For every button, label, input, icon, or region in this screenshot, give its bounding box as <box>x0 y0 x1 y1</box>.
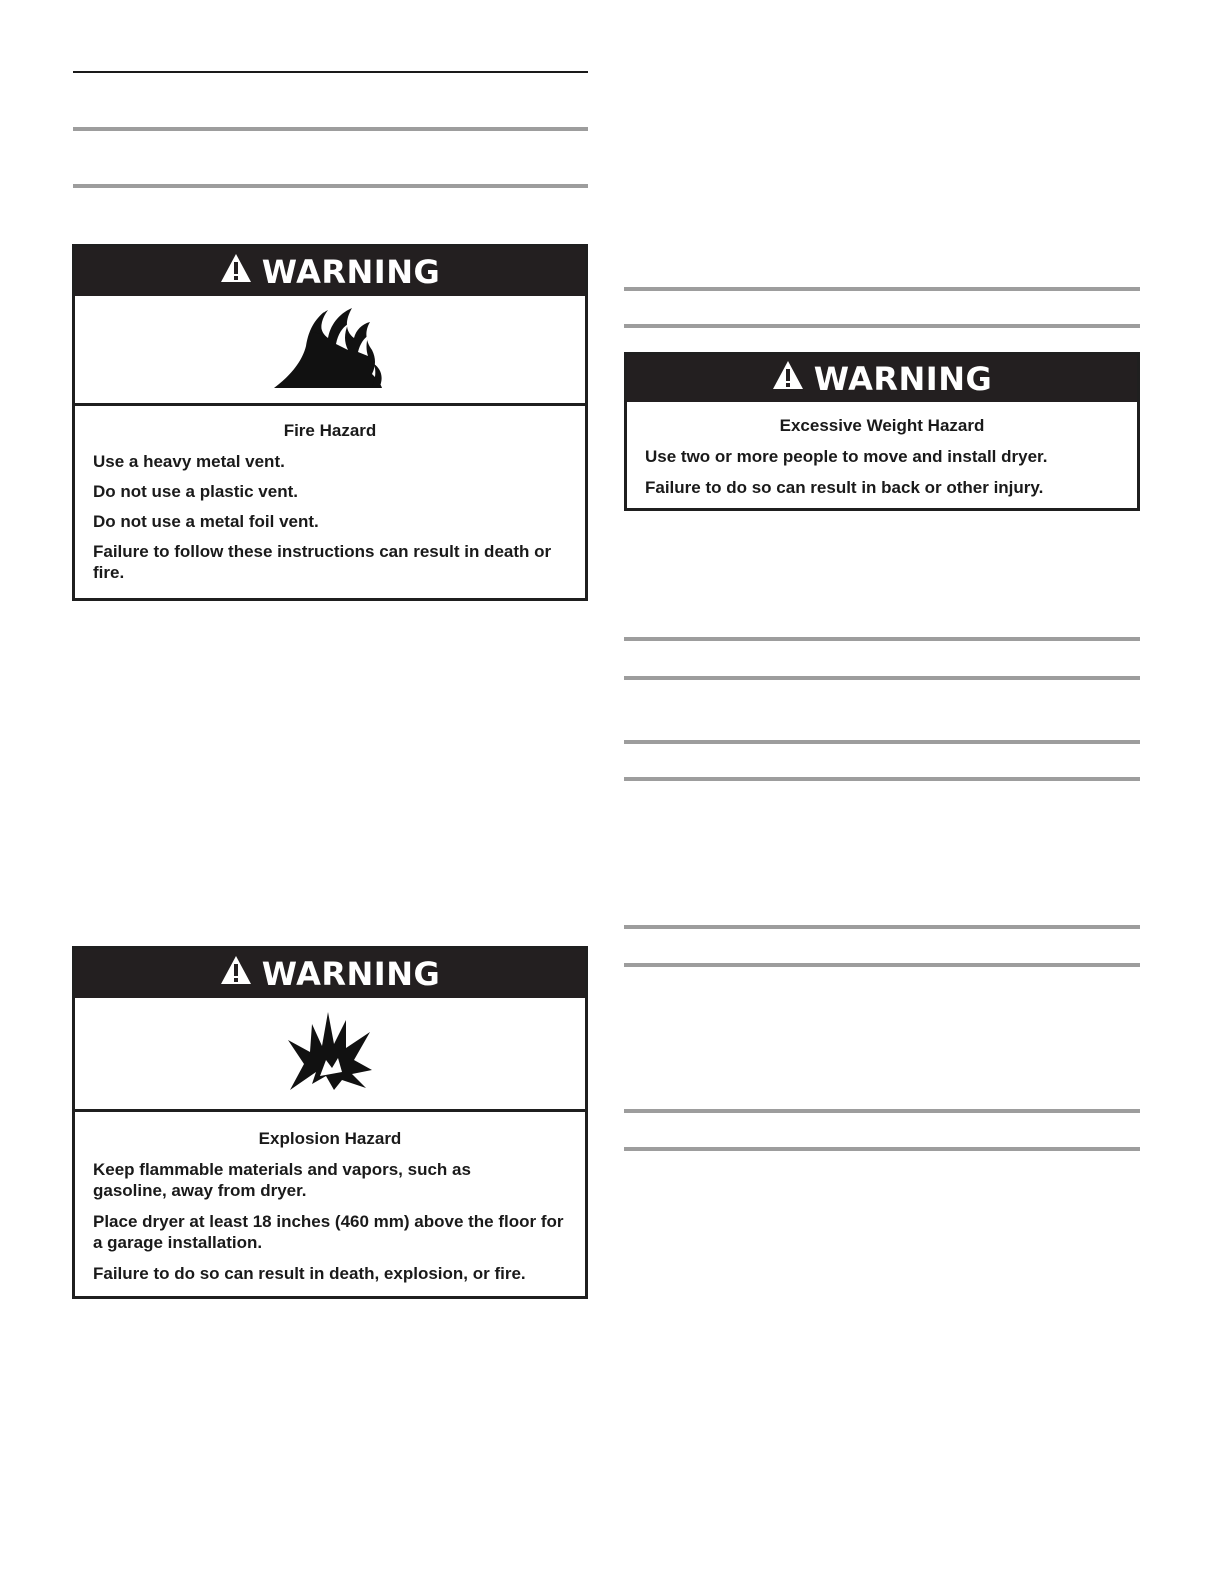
section-divider <box>624 1147 1140 1151</box>
section-divider <box>73 127 588 131</box>
warning-header <box>75 949 585 998</box>
fire-icon <box>272 304 388 395</box>
section-divider <box>624 740 1140 744</box>
section-divider <box>624 925 1140 929</box>
section-divider <box>624 963 1140 967</box>
section-divider <box>624 676 1140 680</box>
warning-header <box>627 355 1137 402</box>
warning-line: Failure to do so can result in death, explosion, or fire. <box>93 1264 526 1283</box>
section-divider <box>624 637 1140 641</box>
fire-symbol-panel <box>75 296 585 406</box>
section-divider <box>73 71 588 73</box>
explosion-hazard-warning <box>72 946 588 1299</box>
section-divider <box>624 777 1140 781</box>
fire-hazard-warning <box>72 244 588 601</box>
section-divider <box>73 184 588 188</box>
warning-line: Keep flammable materials and vapors, such as gasoline, away from dryer. <box>93 1160 471 1200</box>
weight-hazard-warning <box>624 352 1140 511</box>
warning-header-label: WARNING <box>813 359 993 398</box>
section-divider <box>624 287 1140 291</box>
warning-body <box>75 406 585 583</box>
warning-triangle-icon <box>220 253 252 291</box>
explosion-symbol-panel <box>75 998 585 1112</box>
warning-line: Failure to do so can result in back or other injury. <box>645 478 1044 497</box>
warning-triangle-icon <box>220 955 252 993</box>
warning-triangle-icon <box>772 360 804 398</box>
explosion-icon <box>286 1010 374 1097</box>
warning-line: Use two or more people to move and install dryer. <box>645 447 1048 466</box>
warning-header <box>75 247 585 296</box>
section-divider <box>624 1109 1140 1113</box>
warning-line: Failure to follow these instructions can result in death or fire. <box>93 542 552 582</box>
warning-line: Use a heavy metal vent. <box>93 452 285 471</box>
hazard-title: Fire Hazard <box>283 421 377 440</box>
warning-header-label: WARNING <box>261 954 441 993</box>
warning-line: Place dryer at least 18 inches (460 mm) above the floor for a garage installation. <box>93 1212 564 1252</box>
warning-header-label: WARNING <box>261 252 441 291</box>
section-divider <box>624 324 1140 328</box>
warning-line: Do not use a metal foil vent. <box>93 512 319 531</box>
warning-body <box>627 402 1137 498</box>
hazard-title: Excessive Weight Hazard <box>779 416 985 435</box>
hazard-title: Explosion Hazard <box>258 1129 402 1148</box>
warning-line: Do not use a plastic vent. <box>93 482 298 501</box>
warning-body <box>75 1112 585 1284</box>
